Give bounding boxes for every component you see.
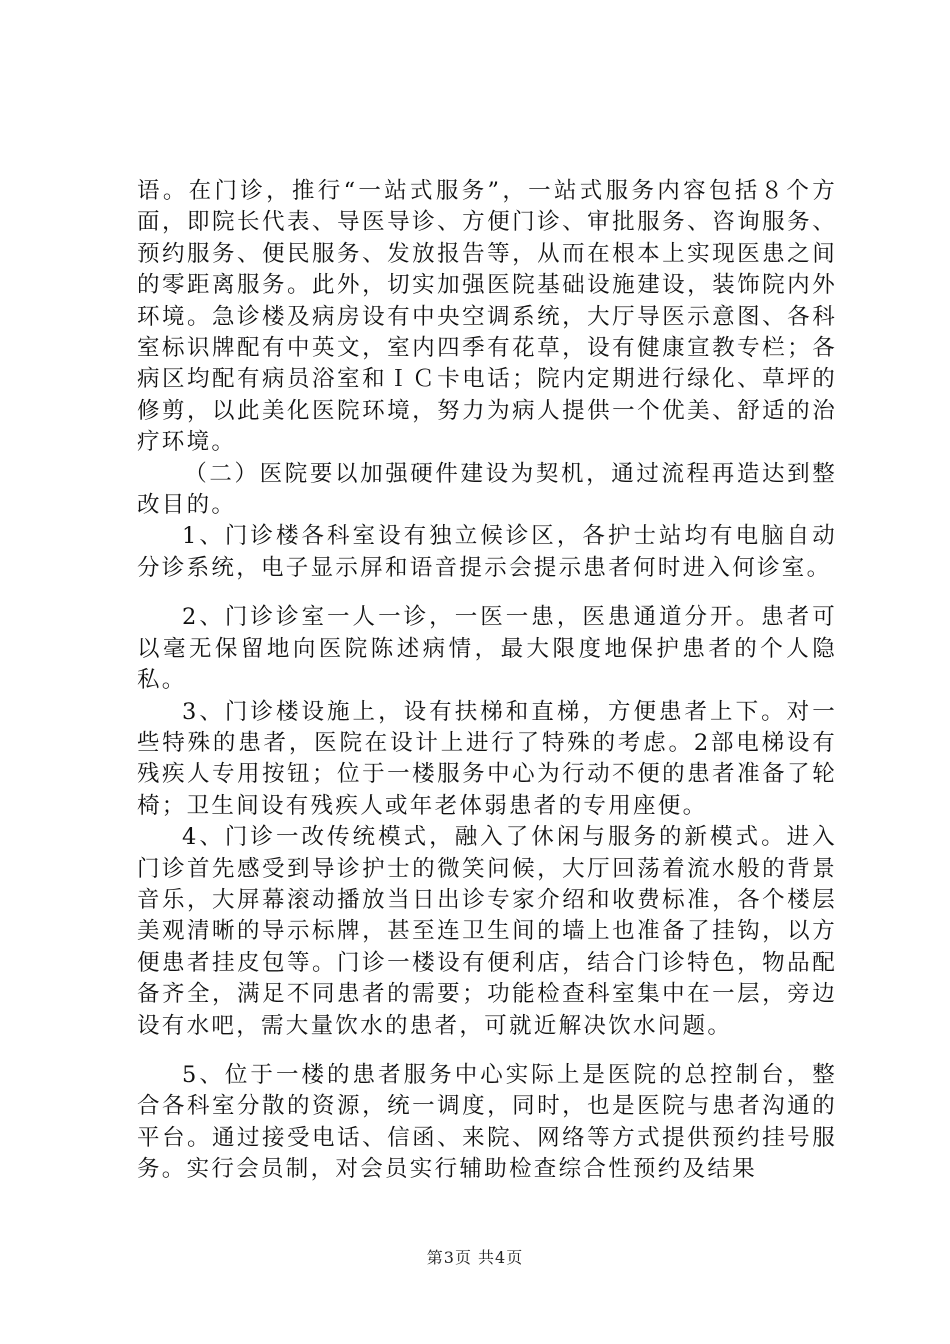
paragraph-continuation: 语。在门诊，推行“一站式服务”，一站式服务内容包括８个方面，即院长代表、导医导诊、方便门诊、审批服务、咨询服务、预约服务、便民服务、发放报告等，从而在根本上实现医患之间的零距离服务。此外，切实加强医院基础设施建设，装饰院内外环境。急诊楼及病房设有中央空调系统，大厅导医示意图、各科室标识牌配有中英文，室内四季有花草，设有健康宣教专栏；各病区均配有病员浴室和ＩＣ卡电话；院内定期进行绿化、草坪的修剪，以此美化医院环境，努力为病人提供一个优美、舒适的治疗环境。 [137,178,837,456]
page-footer: 第3页 共4页 [426,1248,524,1267]
paragraph-item-1: 1、门诊楼各科室设有独立候诊区，各护士站均有电脑自动分诊系统，电子显示屏和语音提示会提示患者何时进入何诊室。 [137,523,837,581]
paragraph-item-3: 3、门诊楼设施上，设有扶梯和直梯，方便患者上下。对一些特殊的患者，医院在设计上进行了特殊的考虑。2部电梯设有残疾人专用按钮；位于一楼服务中心为行动不便的患者准备了轮椅；卫生间设有残疾人或年老体弱患者的专用座便。 [137,698,837,819]
paragraph-item-2: 2、门诊诊室一人一诊，一医一患，医患通道分开。患者可以毫无保留地向医院陈述病情，最大限度地保护患者的个人隐私。 [137,604,837,694]
document-body [137,176,837,1186]
paragraph-item-4: 4、门诊一改传统模式，融入了休闲与服务的新模式。进入门诊首先感受到导诊护士的微笑问候，大厅回荡着流水般的背景音乐，大屏幕滚动播放当日出诊专家介绍和收费标准，各个楼层美观清晰的导示标牌，甚至连卫生间的墙上也准备了挂钩，以方便患者挂皮包等。门诊一楼设有便利店，结合门诊特色，物品配备齐全，满足不同患者的需要；功能检查科室集中在一层，旁边设有水吧，需大量饮水的患者，可就近解决饮水问题。 [137,824,837,1039]
paragraph-item-5: 5、位于一楼的患者服务中心实际上是医院的总控制台，整合各科室分散的资源，统一调度，同时，也是医院与患者沟通的平台。通过接受电话、信函、来院、网络等方式提供预约挂号服务。实行会员制，对会员实行辅助检查综合性预约及结果 [137,1061,837,1183]
paragraph-section-heading: （二）医院要以加强硬件建设为契机，通过流程再造达到整改目的。 [137,460,837,519]
